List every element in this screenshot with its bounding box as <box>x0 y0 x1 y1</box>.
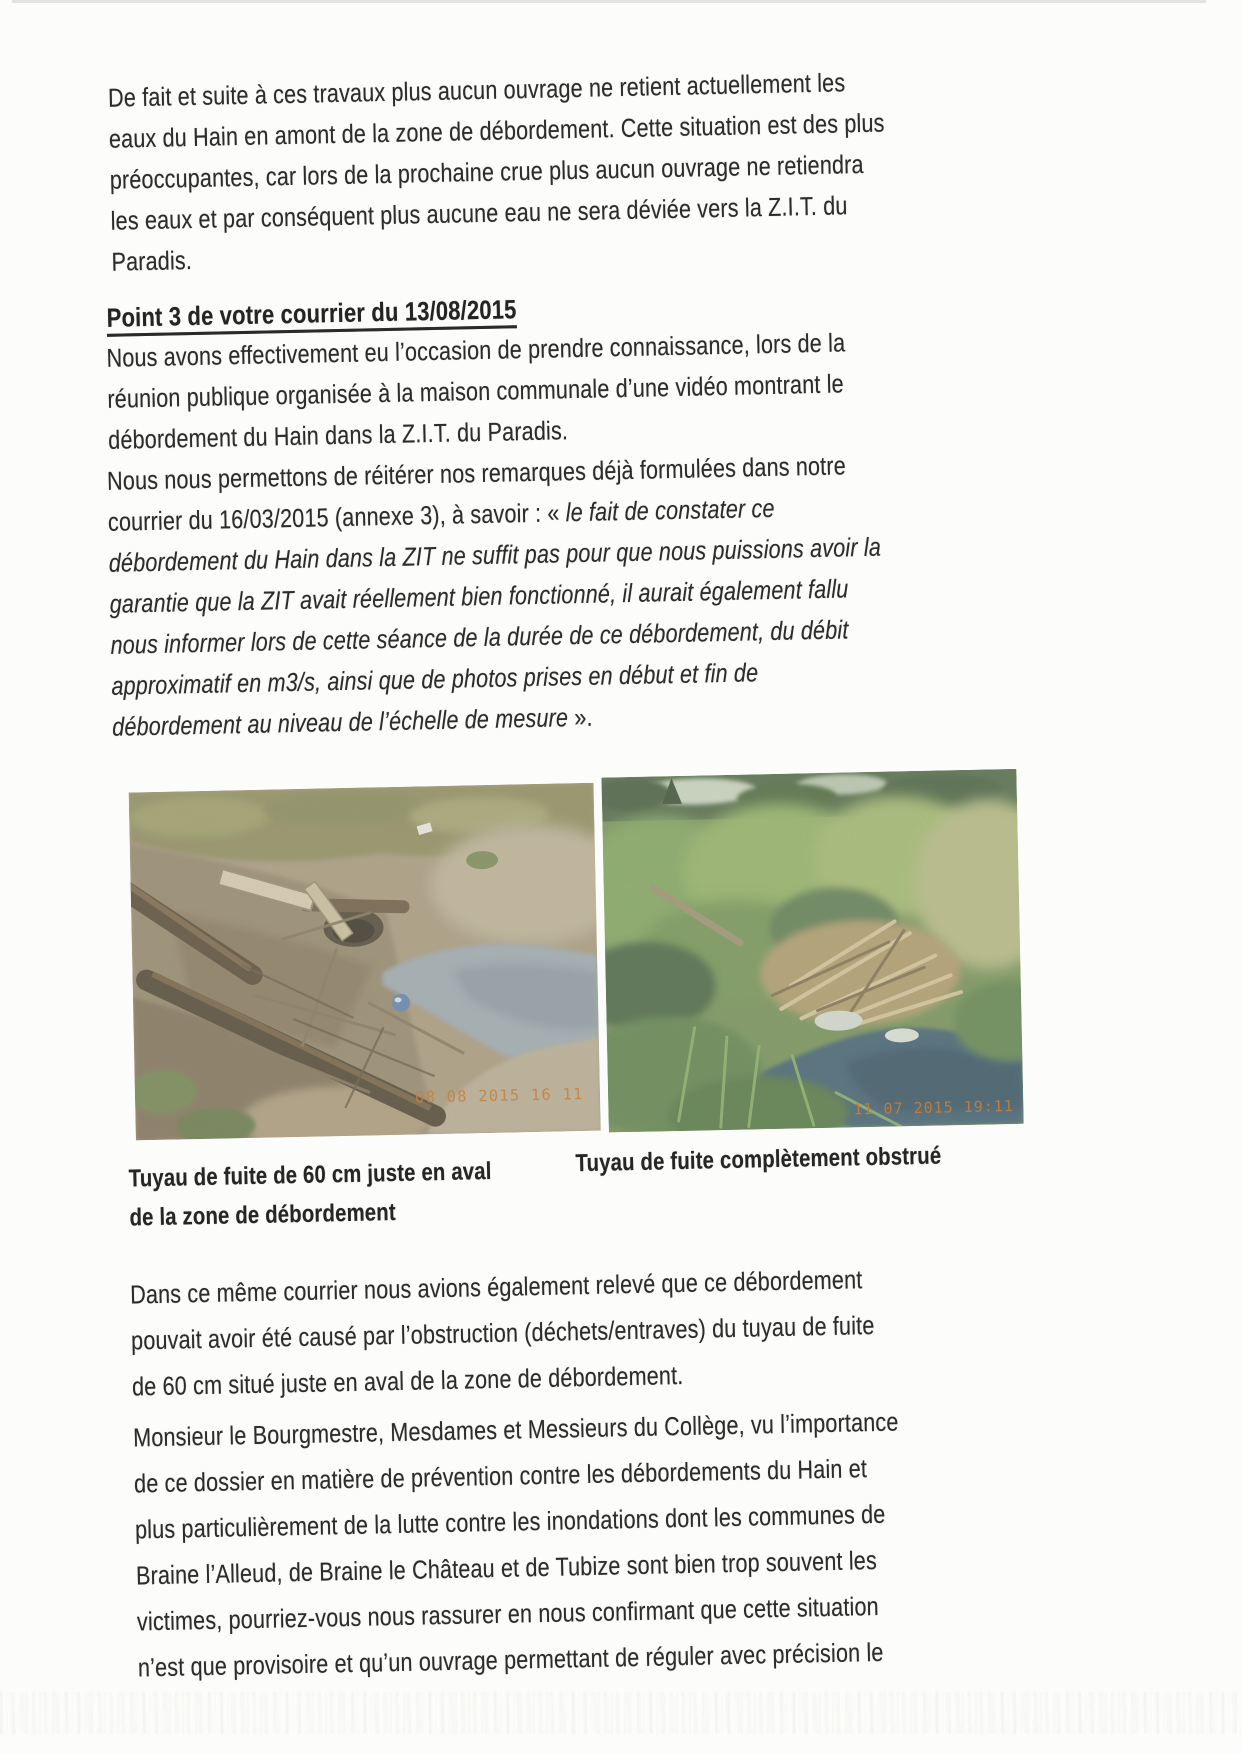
quote-intro: Nous nous permettons de réitérer nos remarques déjà formulées dans notre courrier du 16/03/2015 (annexe 3), à savoir : « <box>106 450 847 537</box>
paragraph-video: Nous avons effectivement eu l’occasion de prendre connaissance, lors de la réunion publique organisée à la maison communale d’une vidéo montrant le débordement du Hain dans la Z.I.T. du Paradis. <box>106 327 846 455</box>
quote-close: ». <box>567 701 593 733</box>
paragraph-intro: De fait et suite à ces travaux plus aucun ouvrage ne retient actuellement les eaux du Hain en amont de la zone de débordement. Cette situation est des plus préoccupantes, car lors de la prochaine crue plus aucun ouvrage ne retiendra les eaux et par conséquent plus aucune eau ne sera déviée vers la Z.I.T. du Paradis. <box>107 67 885 277</box>
paragraph-conclusion-2: Monsieur le Bourgmestre, Mesdames et Messieurs du Collège, vu l’importance de ce dossier en matière de prévention contre les débordements du Hain et plus particulièrement de la lutte contre les inondations dont les communes de Braine l’Alleud, de Braine le Château et de Tubize sont bien trop souvent les victimes, pourriez-vous nous rassurer en nous confirmant que cette situation n’est que provisoire et qu’un ouvrage permettant de réguler avec précision le <box>132 1406 899 1683</box>
quote-italic-text: le fait de constater ce débordement du Hain dans la ZIT ne suffit pas pour que nous puissions avoir la garantie que la ZIT avait réellement bien fonctionné, il aurait également fallu nous informer lors de cette séance de la durée de ce débordement, du débit approximatif en m3/s, ainsi que de photos prises en début et fin de débordement au niveau de l’échelle de mesure <box>108 492 882 742</box>
figure-caption-left: Tuyau de fuite de 60 cm juste en aval de la zone de débordement <box>128 1157 492 1232</box>
section-heading: Point 3 de votre courrier du 13/08/2015 <box>106 294 517 333</box>
paragraph-conclusion-1: Dans ce même courrier nous avions également relevé que ce débordement pouvait avoir été causé par l’obstruction (déchets/entraves) du tuyau de fuite de 60 cm situé juste en aval de la zone de débordement. <box>129 1264 875 1402</box>
photo-left-illustration <box>129 783 601 1141</box>
scan-artifact-bottom-noise <box>0 1692 1242 1734</box>
figure-caption-right: Tuyau de fuite complètement obstrué <box>575 1142 942 1178</box>
photo-left-timestamp: 08 08 2015 16 11 <box>414 1085 584 1107</box>
photo-right-timestamp: 11 07 2015 19:11 <box>853 1097 1015 1119</box>
photo-left <box>129 783 601 1141</box>
photo-right <box>601 769 1023 1133</box>
paragraph-quote <box>107 442 993 747</box>
photo-right-illustration <box>601 769 1023 1133</box>
